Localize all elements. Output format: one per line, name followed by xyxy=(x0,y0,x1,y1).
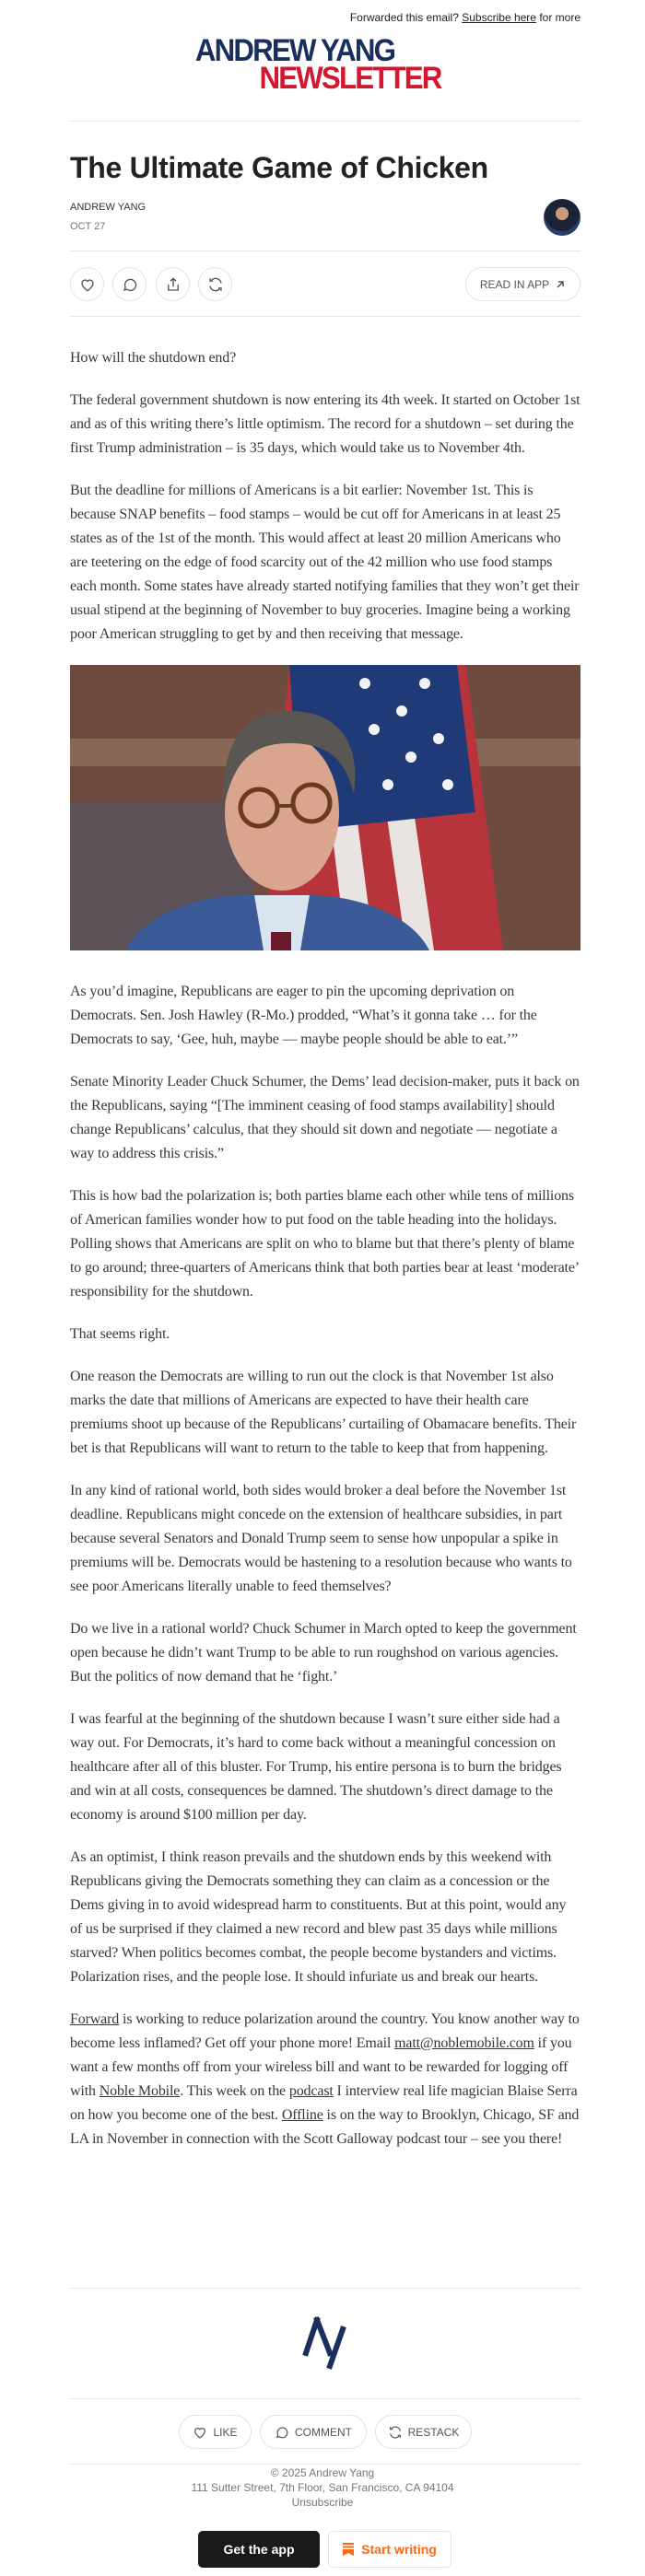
like-button[interactable] xyxy=(70,267,104,301)
restack-icon xyxy=(388,2425,403,2440)
heart-icon xyxy=(79,276,96,293)
paragraph: This is how bad the polarization is; both parties blame each other while tens of millions of American families wonder how to put food on the table heading into the holidays. Polling shows that Americans are split on who to blame but that there’s plenty of blame to go around; three-quarters of Americans think that both parties bear at least ‘moderate’ responsibility for the shutdown. xyxy=(70,1188,579,1300)
paragraph: I was fearful at the beginning of the shutdown because I wasn’t sure either side had a way out. For Democrats, it’s hard to come back without a meaningful concession on healthcare after all of this bluster. For Trump, his entire persona is to burn the bridges and win at all costs, consequences be damned. The shutdown’s direct damage to the economy is around $100 million per day. xyxy=(70,1711,562,1823)
unsubscribe-link[interactable]: Unsubscribe xyxy=(291,2496,354,2509)
get-app-button[interactable]: Get the app xyxy=(198,2531,320,2568)
arrow-up-right-icon xyxy=(555,279,566,290)
forwarded-notice: Forwarded this email? Subscribe here for more xyxy=(349,11,580,24)
comment-icon xyxy=(275,2425,289,2440)
divider xyxy=(70,2398,580,2399)
logo-line-1: ANDREW YANG xyxy=(194,33,395,68)
copyright: © 2025 Andrew Yang xyxy=(270,2466,375,2479)
paragraph: Senate Minority Leader Chuck Schumer, the Dems’ lead decision-maker, puts it back on the Republicans, saying “[The imminent ceasing of food stamps availability] should change Republicans’ calculus, that they should sit down and negotiate — negotiate a way to address this crisis.” xyxy=(70,1074,580,1161)
paragraph: How will the shutdown end? xyxy=(70,350,237,366)
author-avatar[interactable] xyxy=(544,199,580,236)
read-in-app-button[interactable]: READ IN APP xyxy=(465,267,580,301)
address: 111 Sutter Street, 7th Floor, San Francisco, CA 94104 xyxy=(191,2481,454,2494)
closing-paragraph: Forward is working to reduce polarization around the country. You know another way to become less inflamed? Get off your phone more! Email matt@noblemobile.com if you want a few months off from your wireless bill and want to be rewarded for logging off with Noble Mobile. This week on the podcast I interview real life magician Blaise Serra on how you become one of the best. Offline is on the way to Brooklyn, Chicago, SF and LA in November in connection with the Scott Galloway podcast tour – see you there! xyxy=(70,2011,580,2147)
heart-icon xyxy=(193,2425,207,2440)
noble-mobile-link[interactable]: Noble Mobile xyxy=(99,2083,181,2099)
footer-comment-button[interactable]: COMMENT xyxy=(260,2415,367,2449)
newsletter-logo[interactable] xyxy=(0,33,645,96)
divider xyxy=(70,316,580,317)
share-icon xyxy=(165,276,182,293)
divider xyxy=(70,121,580,122)
restack-button[interactable] xyxy=(198,267,232,301)
offline-link[interactable]: Offline xyxy=(281,2107,323,2123)
email-link[interactable]: matt@noblemobile.com xyxy=(394,2035,534,2051)
logo-line-2: NEWSLETTER xyxy=(259,61,441,96)
photo-illustration xyxy=(70,665,580,950)
post-body xyxy=(70,346,580,2170)
ay-logo-icon xyxy=(302,2316,348,2370)
podcast-link[interactable]: podcast xyxy=(288,2083,334,2099)
footer-restack-button[interactable]: RESTACK xyxy=(375,2415,472,2449)
share-button[interactable] xyxy=(156,267,190,301)
substack-icon xyxy=(343,2543,354,2556)
comment-button[interactable] xyxy=(112,267,147,301)
post-title[interactable]: The Ultimate Game of Chicken xyxy=(70,151,488,184)
comment-icon xyxy=(122,276,138,293)
post-date: OCT 27 xyxy=(70,221,106,232)
paragraph: Do we live in a rational world? Chuck Schumer in March opted to keep the government open because he didn’t want Trump to be able to run roughshod on various agencies. But the politics of now demand that he ‘fight.’ xyxy=(70,1621,577,1684)
divider xyxy=(70,2288,580,2289)
paragraph: One reason the Democrats are willing to run out the clock is that November 1st also marks the date that millions of Americans are expected to have their health care premiums shoot up because of the Republicans’ curtailing of Obamacare benefits. Their bet is that Republicans will want to return to the table to keep that from happening. xyxy=(70,1369,577,1456)
paragraph: The federal government shutdown is now entering its 4th week. It started on October 1st and as of this writing there’s little optimism. The record for a shutdown – set during the first Trump administration – is 35 days, which would take us to November 4th. xyxy=(70,392,580,456)
paragraph: As an optimist, I think reason prevails and the shutdown ends by this weekend with Republicans giving the Democrats something they can claim as a concession or the Dems giving in to avoid widespread harm to constituents. But at this point, would any of us be surprised if they claimed a new record and blew past 35 days while millions starved? When politics becomes combat, the people become bystanders and victims. Polarization rises, and the people lose. It should infuriate us and break our hearts. xyxy=(70,1849,567,1985)
subscribe-link[interactable]: Subscribe here xyxy=(462,11,536,24)
article-photo[interactable] xyxy=(70,665,580,950)
divider xyxy=(70,2464,580,2465)
post-author[interactable]: ANDREW YANG xyxy=(70,202,147,213)
paragraph: But the deadline for millions of Americans is a bit earlier: November 1st. This is because SNAP benefits – food stamps – would be cut off for Americans in at least 25 states as of the 1st of the month. This would affect at least 20 million Americans who are teetering on the edge of food scarcity out of the 42 million who use food stamps each month. Some states have already started notifying families that they won’t get their usual stipend at the beginning of November to buy groceries. Imagine being a working poor American struggling to get by and then receiving that message. xyxy=(70,483,580,642)
paragraph: In any kind of rational world, both sides would broker a deal before the November 1st deadline. Republicans might concede on the extension of healthcare subsidies, in part because several Senators and Donald Trump seem to sense how unpopular a spike in premiums will be. Democrats would be hastening to a resolution because who wants to see poor Americans literally unable to feed themselves? xyxy=(70,1483,572,1594)
publication-logo[interactable] xyxy=(302,2316,348,2374)
footer-like-button[interactable]: LIKE xyxy=(179,2415,252,2449)
paragraph: That seems right. xyxy=(70,1326,170,1342)
start-writing-button[interactable]: Start writing xyxy=(328,2531,452,2568)
paragraph: As you’d imagine, Republicans are eager to pin the upcoming deprivation on Democrats. Sen. Josh Hawley (R-Mo.) prodded, “What’s it gonna take … for the Democrats to say, ‘Gee, huh, maybe — maybe people should be able to eat.’” xyxy=(70,984,537,1047)
restack-icon xyxy=(207,276,224,293)
forward-link[interactable]: Forward xyxy=(70,2011,120,2027)
